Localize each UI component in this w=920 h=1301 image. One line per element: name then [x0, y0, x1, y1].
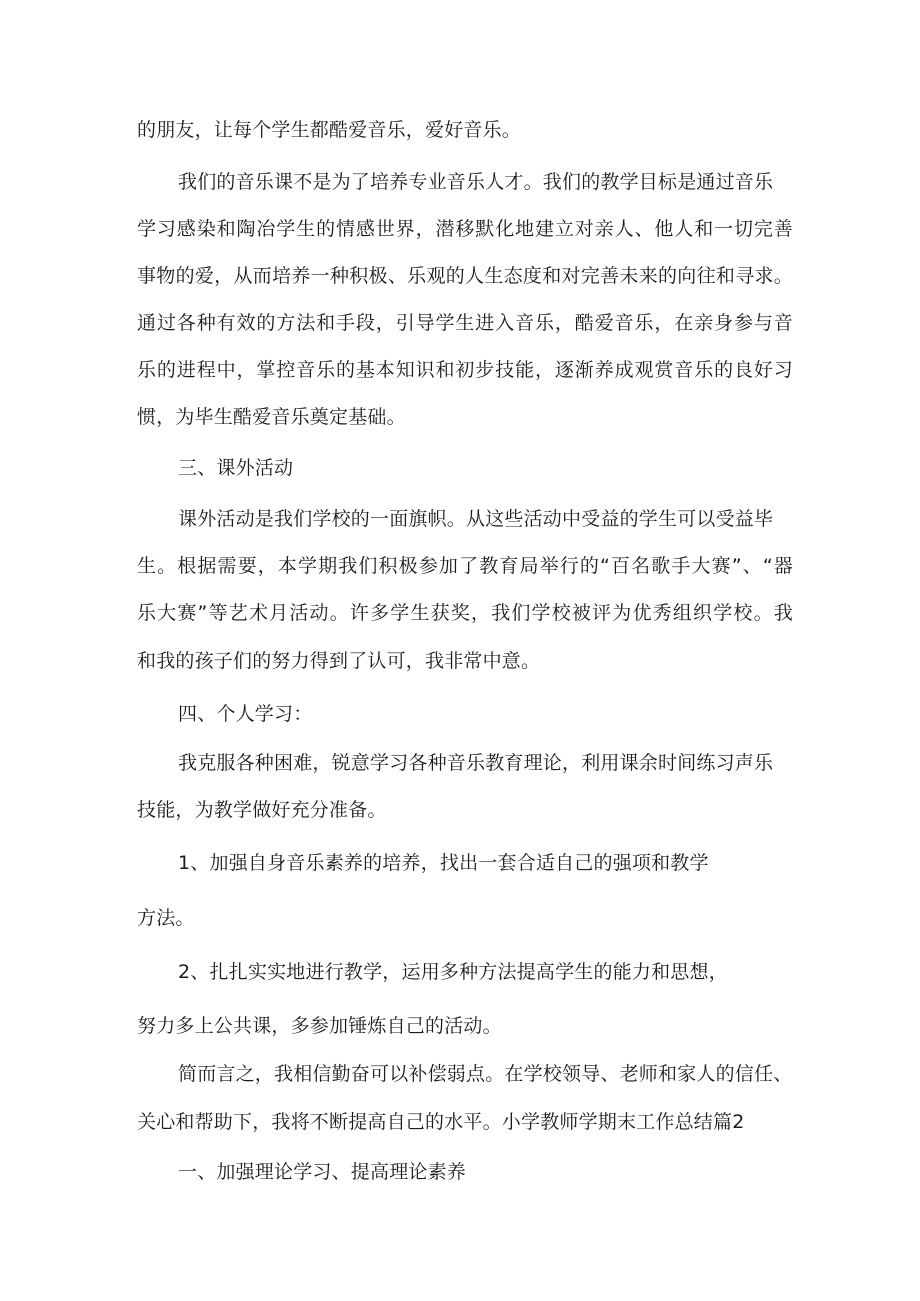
- paragraph-start-line: 简而言之，我相信勤奋可以补偿弱点。在学校领导、老师和家人的信任、: [178, 1063, 793, 1085]
- section-heading: 四、个人学习：: [178, 703, 313, 725]
- text-line: 惯，为毕生酷爱音乐奠定基础。: [137, 406, 406, 428]
- paragraph-start-line: 课外活动是我们学校的一面旗帜。从这些活动中受益的学生可以受益毕: [178, 508, 774, 530]
- list-item-1: 1、加强自身音乐素养的培养，找出一套合适自己的强项和教学: [178, 852, 709, 874]
- section-heading: 三、课外活动: [178, 457, 294, 479]
- text-line: 通过各种有效的方法和手段，引导学生进入音乐，酷爱音乐，在亲身参与音: [137, 312, 793, 334]
- text-line: 技能，为教学做好充分准备。: [137, 799, 387, 821]
- paragraph-start-line: 我们的音乐课不是为了培养专业音乐人才。我们的教学目标是通过音乐: [178, 171, 774, 193]
- text-line: 的朋友，让每个学生都酷爱音乐，爱好音乐。: [137, 119, 522, 141]
- text-line: 关心和帮助下，我将不断提高自己的水平。小学教师学期末工作总结篇2: [137, 1111, 745, 1133]
- paragraph-start-line: 我克服各种困难，锐意学习各种音乐教育理论，利用课余时间练习声乐: [178, 752, 774, 774]
- text-line: 和我的孩子们的努力得到了认可，我非常中意。: [137, 650, 541, 672]
- text-line: 方法。: [137, 907, 195, 929]
- text-line: 生。根据需要，本学期我们积极参加了教育局举行的“百名歌手大赛”、“器: [137, 555, 793, 577]
- text-line: 乐的进程中，掌控音乐的基本知识和初步技能，逐渐养成观赏音乐的良好习: [137, 359, 793, 381]
- text-line: 努力多上公共课，多参加锤炼自己的活动。: [137, 1015, 502, 1037]
- text-line: 学习感染和陶冶学生的情感世界，潜移默化地建立对亲人、他人和一切完善: [137, 218, 793, 240]
- section-heading: 一、加强理论学习、提高理论素养: [178, 1161, 467, 1183]
- list-item-2: 2、扎扎实实地进行教学，运用多种方法提高学生的能力和思想，: [178, 961, 728, 983]
- text-line: 事物的爱，从而培养一种积极、乐观的人生态度和对完善未来的向往和寻求。: [137, 265, 793, 287]
- text-line: 乐大赛”等艺术月活动。许多学生获奖，我们学校被评为优秀组织学校。我: [137, 602, 793, 624]
